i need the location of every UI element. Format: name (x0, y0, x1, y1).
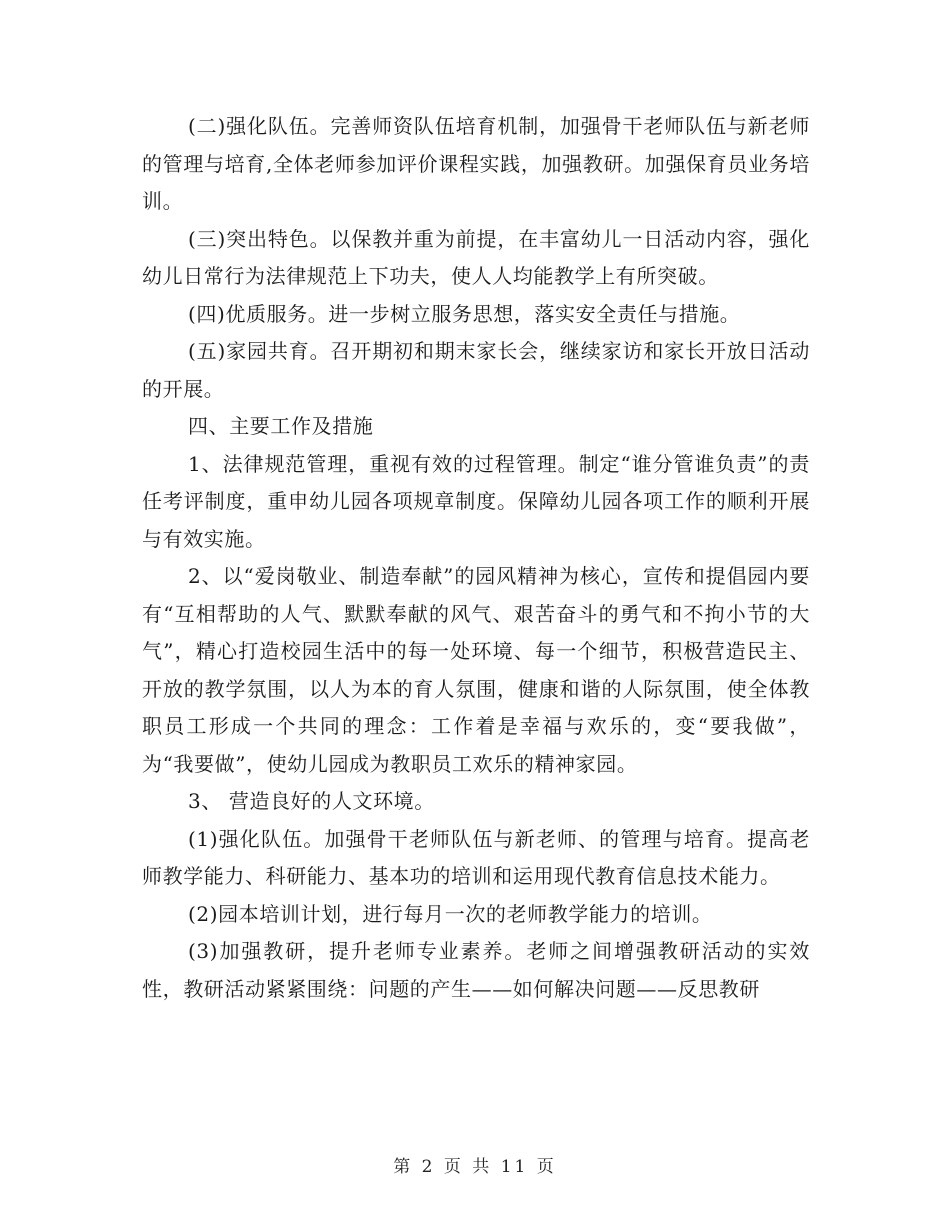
paragraph-quality-service: (四)优质服务。进一步树立服务思想，落实安全责任与措施。 (188, 301, 741, 326)
paragraph-cultural-environment: 3、 营造良好的人文环境。 (188, 789, 435, 813)
document-page (142, 108, 810, 1008)
paragraph-strengthen-team: (1)强化队伍。加强骨干老师队伍与新老师、的管理与培育。提高老师教学能力、科研能力、基本功的培训和运用现代教育信息技术能力。 (142, 826, 810, 888)
paragraph-team-building: (二)强化队伍。完善师资队伍培育机制，加强骨干老师队伍与新老师的管理与培育,全体老师参加评价课程实践，加强教研。加强保育员业务培训。 (142, 114, 810, 213)
page-number-footer: 第 2 页 共 11 页 (393, 1157, 557, 1177)
paragraph-kindergarten-spirit: 2、以“爱岗敬业、制造奉献”的园风精神为核心，宣传和提倡园内要有“互相帮助的人气、默默奉献的风气、艰苦奋斗的勇气和不拘小节的大气”，精心打造校园生活中的每一处环境、每一个细节，积极营造民主、开放的教学氛围，以人为本的育人氛围，健康和谐的人际氛围，使全体教职员工形成一个共同的理念：工作着是幸福与欢乐的，变“要我做”，为“我要做”，使幼儿园成为教职员工欢乐的精神家园。 (142, 564, 810, 776)
paragraph-home-school: (五)家园共育。召开期初和期末家长会，继续家访和家长开放日活动的开展。 (142, 339, 810, 401)
paragraph-management: 1、法律规范管理，重视有效的过程管理。制定“谁分管谁负责”的责任考评制度，重申幼儿园各项规章制度。保障幼儿园各项工作的顺利开展与有效实施。 (142, 451, 810, 551)
paragraph-highlight-features: (三)突出特色。以保教并重为前提，在丰富幼儿一日活动内容，强化幼儿日常行为法律规范上下功夫，使人人均能教学上有所突破。 (142, 226, 810, 288)
paragraph-teaching-research: (3)加强教研，提升老师专业素养。老师之间增强教研活动的实效性，教研活动紧紧围绕：问题的产生——如何解决问题——反思教研 (142, 939, 810, 1001)
paragraph-training-plan: (2)园本培训计划，进行每月一次的老师教学能力的培训。 (188, 901, 713, 926)
section-heading-main-work: 四、主要工作及措施 (188, 414, 374, 438)
